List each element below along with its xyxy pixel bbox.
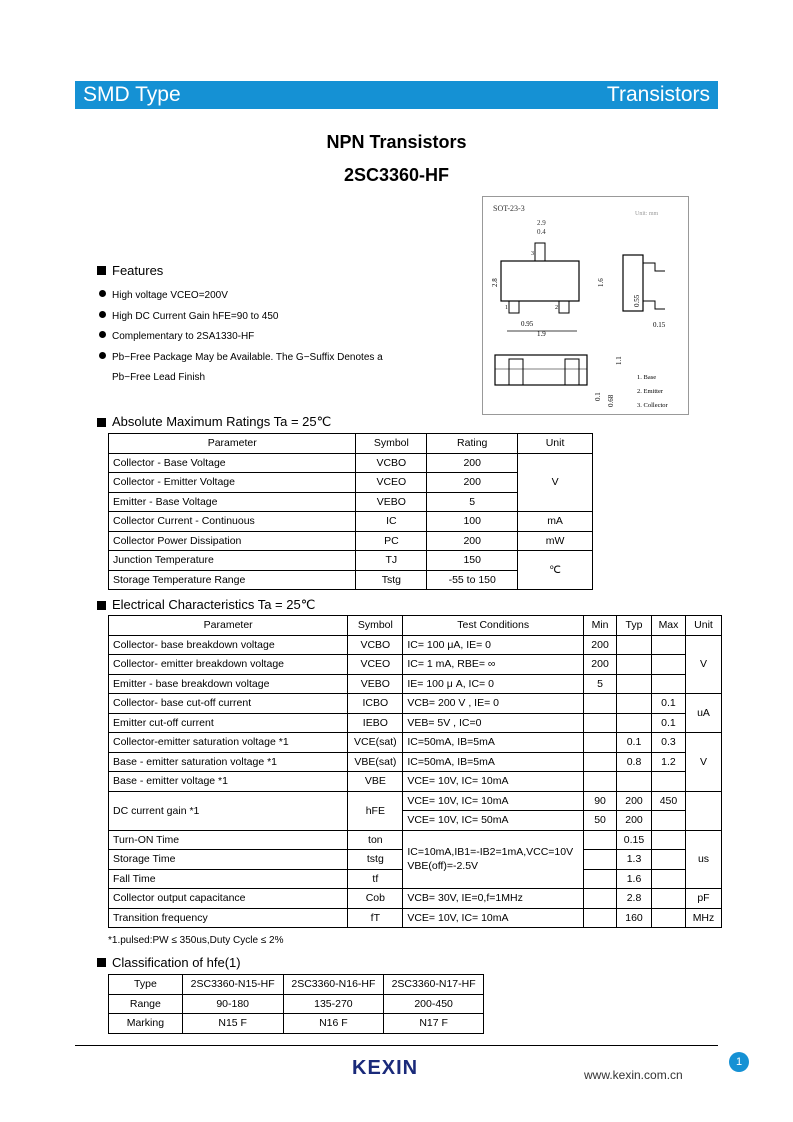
table-row: Emitter - Base Voltage VEBO 5 [109,492,593,512]
svg-text:3: 3 [531,251,534,257]
table-row: Collector- emitter breakdown voltage VCEO IC= 1 mA, RBE= ∞ 200 [109,655,722,675]
svg-text:2: 2 [555,305,558,311]
feature-item: High voltage VCEO=200V [99,286,383,307]
table-row: Collector - Emitter Voltage VCEO 200 [109,473,593,493]
bullet-icon [99,352,106,359]
header-right: Transistors [606,83,710,106]
svg-text:1.6: 1.6 [597,278,605,287]
table-header: Type 2SC3360-N15-HF 2SC3360-N16-HF 2SC3360-N17-HF [109,975,484,995]
page-number: 1 [729,1052,749,1072]
table-header: Parameter Symbol Test Conditions Min Typ Max Unit [109,616,722,636]
table-row: Transition frequency fT VCE= 10V, IC= 10mA 160 MHz [109,908,722,928]
svg-text:0.15: 0.15 [653,321,666,329]
feature-item: Complementary to 2SA1330-HF [99,327,383,348]
table-row: Range 90-180 135-270 200-450 [109,994,484,1014]
svg-text:2.9: 2.9 [537,219,546,227]
svg-text:1.9: 1.9 [537,330,546,338]
package-drawing [482,196,689,415]
table-row: Emitter cut-off current IEBO VEB= 5V , IC=0 0.1 [109,713,722,733]
bullet-icon [99,290,106,297]
header-left: SMD Type [83,83,181,106]
bullet-icon [99,331,106,338]
pin-base: 1. Base [637,374,657,381]
classification-table [108,974,484,1034]
table-header: Parameter Symbol Rating Unit [109,434,593,454]
table-row: Fall Time tf 1.6 [109,869,722,889]
abs-max-table [108,433,593,590]
svg-text:0.95: 0.95 [521,320,534,328]
table-row: Collector output capacitance Cob VCB= 30V, IE=0,f=1MHz 2.8 pF [109,889,722,909]
square-bullet-icon [97,266,106,275]
elec-heading: Electrical Characteristics Ta = 25℃ [97,597,315,613]
table-row: Base - emitter saturation voltage *1 VBE(sat) IC=50mA, IB=5mA 0.8 1.2 [109,752,722,772]
table-row: VCE= 10V, IC= 50mA 50 200 [109,811,722,831]
footer-divider [75,1045,718,1046]
table-row: Turn-ON Time ton IC=10mA,IB1=-IB2=1mA,VCC=10V VBE(off)=-2.5V 0.15 us [109,830,722,850]
page-title: NPN Transistors [326,132,467,152]
kexin-logo: KEXIN [352,1057,419,1079]
svg-text:0.1: 0.1 [594,392,602,401]
table-row: DC current gain *1 hFE VCE= 10V, IC= 10mA 90 200 450 [109,791,722,811]
svg-text:1: 1 [505,305,508,311]
feature-item: Pb−Free Package May be Available. The G−Suffix Denotes a [99,348,383,369]
square-bullet-icon [97,958,106,967]
table-row: Collector Power Dissipation PC 200 mW [109,531,593,551]
table-row: Storage Temperature Range Tstg -55 to 150 [109,570,593,590]
feature-item: High DC Current Gain hFE=90 to 450 [99,307,383,328]
features-list [99,286,383,389]
svg-text:0.55: 0.55 [633,294,641,307]
footnote: *1.pulsed:PW ≤ 350us,Duty Cycle ≤ 2% [108,935,284,946]
feature-item: Pb−Free Lead Finish [112,372,206,383]
svg-text:2.8: 2.8 [491,278,499,287]
pin-emitter: 2. Emitter [637,388,663,395]
elec-table [108,615,722,928]
svg-text:1.1: 1.1 [615,356,623,365]
table-row: Storage Time tstg 1.3 [109,850,722,870]
pin-collector: 3. Collector [637,402,668,409]
table-row: Junction Temperature TJ 150 ℃ [109,551,593,571]
abs-heading: Absolute Maximum Ratings Ta = 25℃ [97,414,331,430]
table-row: Collector- base breakdown voltage VCBO IC= 100 μA, IE= 0 200 V [109,635,722,655]
table-row: Collector-emitter saturation voltage *1 VCE(sat) IC=50mA, IB=5mA 0.1 0.3 V [109,733,722,753]
svg-text:0.68: 0.68 [607,394,615,407]
table-row: Collector Current - Continuous IC 100 mA [109,512,593,532]
table-row: Collector - Base Voltage VCBO 200 V [109,453,593,473]
table-row: Marking N15 F N16 F N17 F [109,1014,484,1034]
square-bullet-icon [97,418,106,427]
classification-heading: Classification of hfe(1) [97,955,241,970]
footer-url[interactable]: www.kexin.com.cn [584,1068,683,1082]
table-row: Base - emitter voltage *1 VBE VCE= 10V, IC= 10mA [109,772,722,792]
square-bullet-icon [97,601,106,610]
table-row: Collector- base cut-off current ICBO VCB= 200 V , IE= 0 0.1 uA [109,694,722,714]
unit-label: Unit: mm [635,211,659,217]
part-number: 2SC3360-HF [343,165,450,185]
table-row: Emitter - base breakdown voltage VEBO IE= 100 μ A, IC= 0 5 [109,674,722,694]
package-name: SOT-23-3 [493,204,525,213]
features-heading: Features [97,263,163,278]
bullet-icon [99,311,106,318]
header-bar [75,81,718,109]
svg-text:0.4: 0.4 [537,228,546,236]
